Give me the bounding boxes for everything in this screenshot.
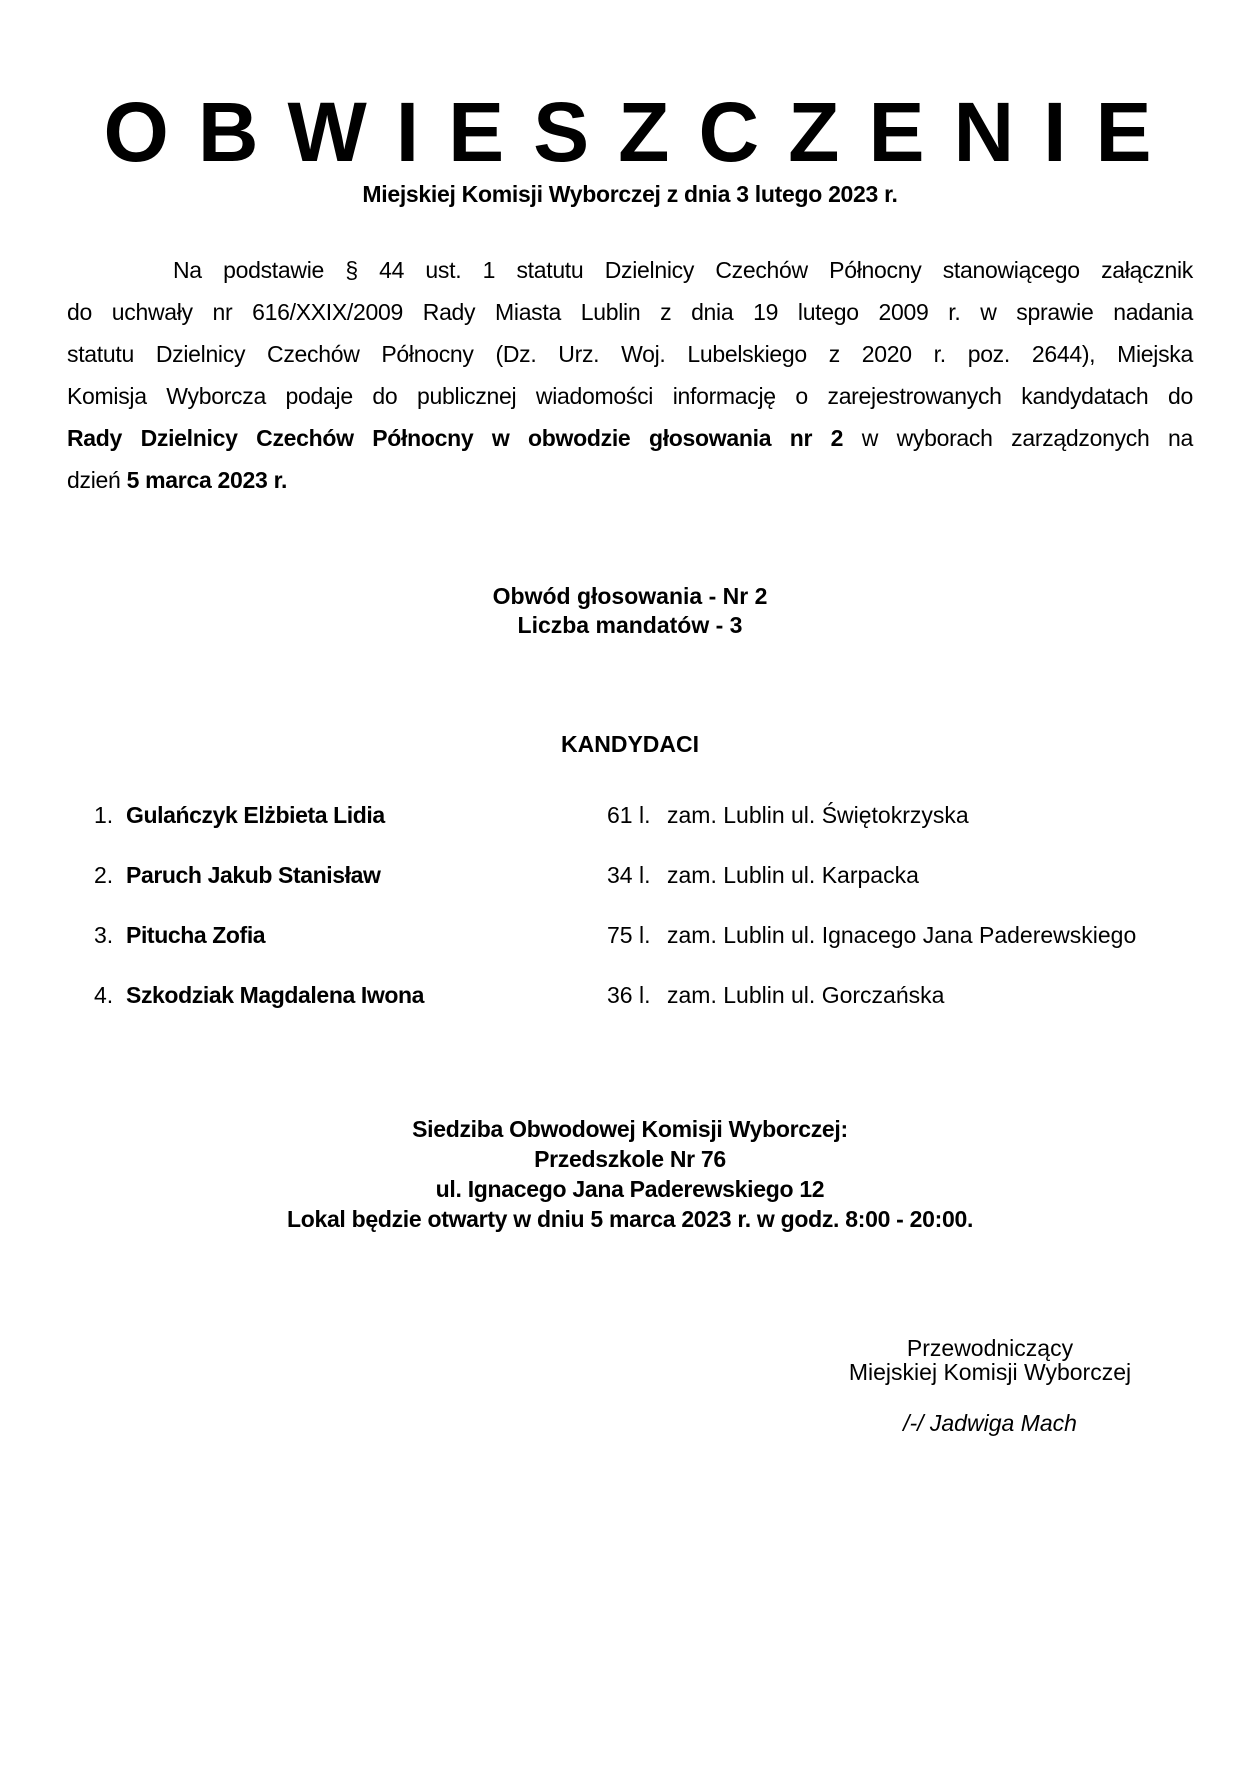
candidate-age: 34 l. <box>607 862 651 888</box>
candidate-address: zam. Lublin ul. Świętokrzyska <box>667 802 969 828</box>
candidate-row <box>0 860 1260 890</box>
paragraph-line <box>67 459 1193 501</box>
paragraph-line: Komisja Wyborcza podaje do publicznej wiadomości informację o zarejestrowanych kandydatach do <box>67 383 1193 409</box>
candidate-number: 2. <box>94 862 114 888</box>
document-title: OBWIESZCZENIE <box>103 85 1181 179</box>
candidate-name: Gulańczyk Elżbieta Lidia <box>126 802 385 828</box>
candidate-age: 61 l. <box>607 802 651 828</box>
paragraph-line <box>67 417 1193 459</box>
paragraph-text: w wyborach zarządzonych na <box>843 425 1193 451</box>
circuit-label: Obwód głosowania - Nr 2 <box>492 583 768 609</box>
candidate-row <box>0 800 1260 830</box>
signature-name: /-/ Jadwiga Mach <box>903 1410 1077 1436</box>
seat-heading: Siedziba Obwodowej Komisji Wyborczej: <box>412 1116 848 1142</box>
paragraph-text: dzień <box>67 467 127 493</box>
circuit-info <box>0 582 1260 640</box>
candidates-heading: KANDYDACI <box>561 731 699 757</box>
council-circuit-emphasis: Rady Dzielnicy Czechów Północny w obwodzie głosowania nr 2 <box>67 425 844 451</box>
signature-role-line: Przewodniczący <box>906 1335 1074 1361</box>
candidate-number: 1. <box>94 802 114 828</box>
signature-role <box>820 1336 1160 1384</box>
candidate-address: zam. Lublin ul. Karpacka <box>667 862 919 888</box>
candidate-row <box>0 980 1260 1010</box>
candidate-age: 36 l. <box>607 982 651 1008</box>
polling-station-info <box>0 1114 1260 1234</box>
paragraph-line: Na podstawie § 44 ust. 1 statutu Dzielnicy Czechów Północny stanowiącego załącznik <box>173 257 1193 283</box>
seat-address: ul. Ignacego Jana Paderewskiego 12 <box>435 1176 825 1202</box>
candidate-address: zam. Lublin ul. Ignacego Jana Paderewskiego <box>667 922 1137 948</box>
paragraph-line: do uchwały nr 616/XXIX/2009 Rady Miasta Lublin z dnia 19 lutego 2009 r. w sprawie nadania <box>67 299 1193 325</box>
candidate-name: Pitucha Zofia <box>126 922 266 948</box>
document-subtitle: Miejskiej Komisji Wyborczej z dnia 3 lutego 2023 r. <box>362 181 898 207</box>
election-date-emphasis: 5 marca 2023 r. <box>126 467 288 493</box>
candidate-row <box>0 920 1260 950</box>
candidate-name: Paruch Jakub Stanisław <box>126 862 381 888</box>
candidate-number: 3. <box>94 922 114 948</box>
candidate-age: 75 l. <box>607 922 651 948</box>
candidate-number: 4. <box>94 982 114 1008</box>
paragraph-line: statutu Dzielnicy Czechów Północny (Dz. Urz. Woj. Lubelskiego z 2020 r. poz. 2644), Miejska <box>67 341 1193 367</box>
seat-place: Przedszkole Nr 76 <box>534 1146 726 1172</box>
candidate-name: Szkodziak Magdalena Iwona <box>126 982 425 1008</box>
candidate-address: zam. Lublin ul. Gorczańska <box>667 982 945 1008</box>
signature-role-line: Miejskiej Komisji Wyborczej <box>848 1359 1132 1385</box>
mandates-count: Liczba mandatów - 3 <box>517 612 743 638</box>
intro-paragraph <box>67 249 1193 501</box>
seat-hours: Lokal będzie otwarty w dniu 5 marca 2023 r. w godz. 8:00 - 20:00. <box>286 1206 974 1232</box>
